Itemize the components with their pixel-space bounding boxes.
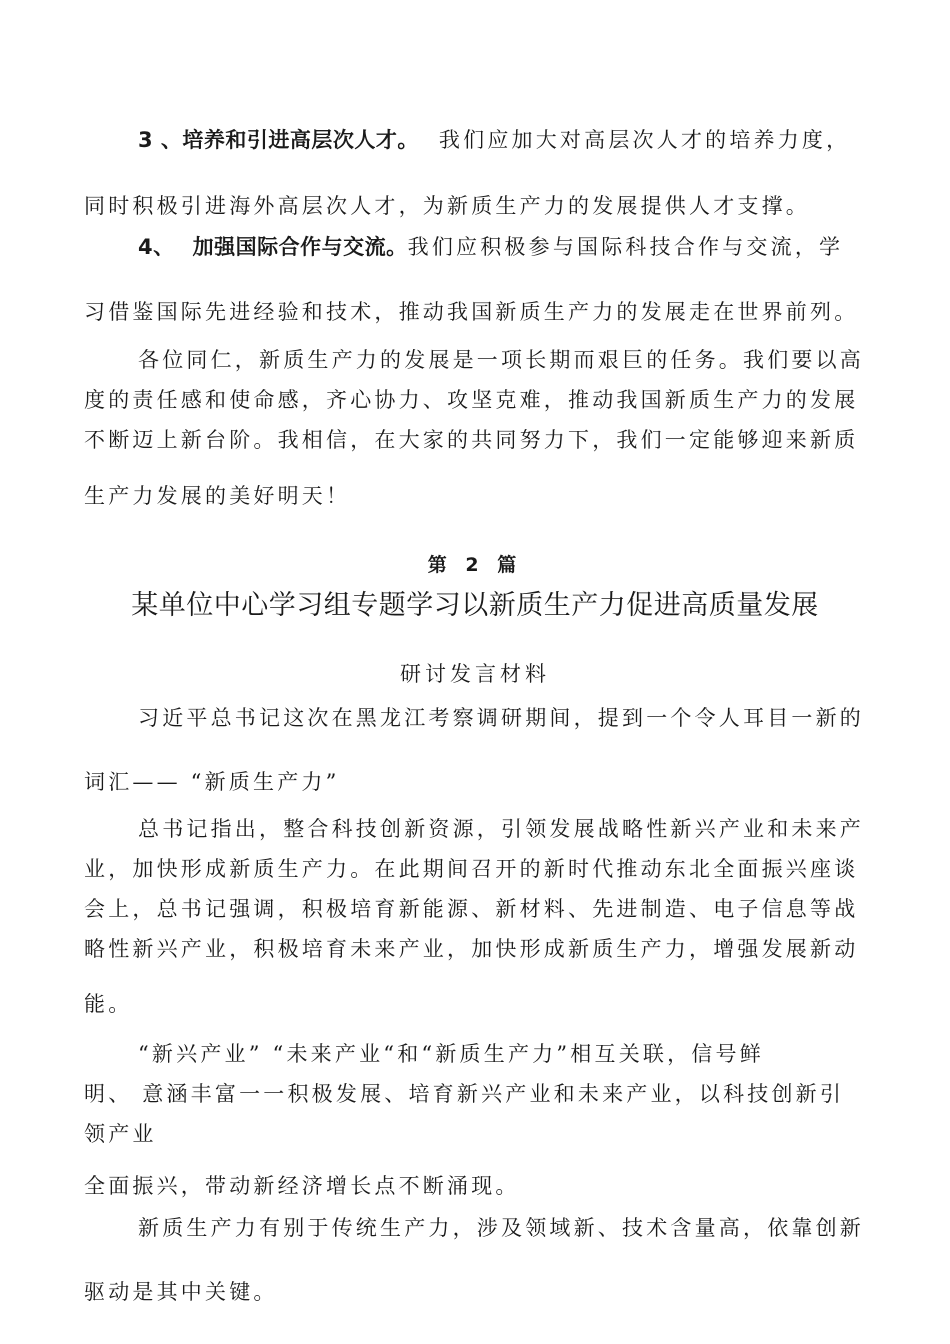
body-line: 略性新兴产业，积极培育未来产业，加快形成新质生产力，增强发展新动 [84,937,859,961]
body-line: 新质生产力有别于传统生产力，涉及领域新、技术含量高，依靠创新 [138,1216,864,1240]
body-line: 总书记指出，整合科技创新资源，引领发展战略性新兴产业和未来产 [138,817,864,841]
body-line: 全面振兴，带动新经济增长点不断涌现。 [84,1174,520,1198]
item-4-line [138,233,843,261]
item-4-continuation: 习借鉴国际先进经验和技术，推动我国新质生产力的发展走在世界前列。 [84,300,859,324]
body-line: 习近平总书记这次在黑龙江考察调研期间，提到一个令人耳目一新的 [138,706,864,730]
body-line: 词汇—— “新质生产力” [84,770,340,794]
article-title: 某单位中心学习组专题学习以新质生产力促进高质量发展 [131,590,819,621]
article-subtitle: 研讨发言材料 [400,662,550,686]
closing-paragraph-line: 度的责任感和使命感，齐心协力、攻坚克难，推动我国新质生产力的发展 [84,388,859,412]
closing-paragraph-line: 不断迈上新台阶。我相信，在大家的共同努力下，我们一定能够迎来新质 [84,428,859,452]
item-3-text: 我们应加大对高层次人才的培养力度， [438,128,851,152]
body-line: 业，加快形成新质生产力。在此期间召开的新时代推动东北全面振兴座谈 [84,857,859,881]
item-3-continuation: 同时积极引进海外高层次人才，为新质生产力的发展提供人才支撑。 [84,194,810,218]
item-4-number: 4、 [138,235,175,259]
body-line: 领产业 [84,1122,157,1146]
closing-paragraph-line: 生产力发展的美好明天！ [84,484,351,508]
body-line: 明、 意涵丰富一一积极发展、培育新兴产业和未来产业，以科技创新引 [84,1082,845,1106]
article-number: 第 2 篇 [427,554,523,576]
body-line: 会上，总书记强调，积极培育新能源、新材料、先进制造、电子信息等战 [84,897,859,921]
item-4-text: 我们应积极参与国际科技合作与交流，学 [407,235,844,259]
body-line: “新兴产业” “未来产业“和“新质生产力”相互关联，信号鲜 [138,1042,764,1066]
body-line: 驱动是其中关键。 [84,1280,278,1304]
item-3-line [138,126,850,154]
closing-paragraph-line: 各位同仁，新质生产力的发展是一项长期而艰巨的任务。我们要以高 [138,348,864,372]
item-4-heading: 加强国际合作与交流。 [192,235,408,259]
item-3-heading: 3 、培养和引进高层次人才。 [138,128,419,152]
body-line: 能。 [84,992,133,1016]
